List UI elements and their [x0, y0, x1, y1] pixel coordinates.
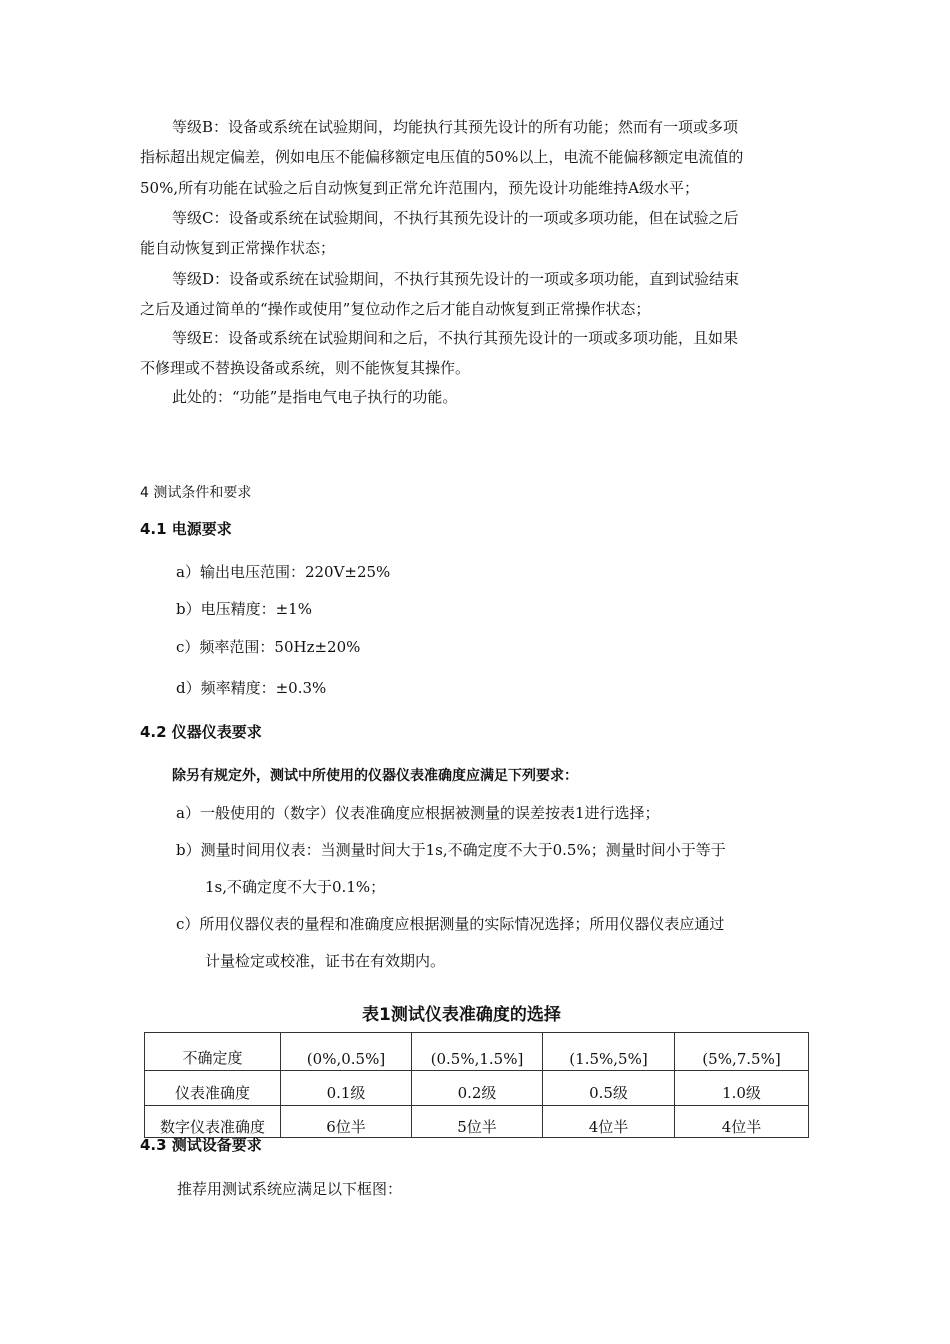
- instrument-item-b-line-1: b）测量时间用仪表：当测量时间大于1s,不确定度不大于0.5%；测量时间小于等于: [176, 841, 726, 859]
- instrument-item-b-line-2: 1s,不确定度不大于0.1%；: [205, 878, 386, 896]
- grade-b-line-2: 指标超出规定偏差，例如电压不能偏移额定电压值的50%以上，电流不能偏移额定电流值的: [140, 148, 744, 166]
- table-cell: 数字仪表准确度: [145, 1106, 281, 1138]
- power-item-b: b）电压精度：±1%: [176, 600, 312, 618]
- table-cell: (1.5%,5%]: [543, 1033, 675, 1071]
- grade-d-line-1: 等级D：设备或系统在试验期间，不执行其预先设计的一项或多项功能，直到试验结束: [172, 270, 740, 288]
- section-4-1-heading: 4.1 电源要求: [140, 520, 232, 538]
- grade-d-line-2: 之后及通过简单的“操作或使用”复位动作之后才能自动恢复到正常操作状态；: [140, 300, 651, 318]
- table-cell: 仪表准确度: [145, 1071, 281, 1106]
- table-row: [145, 1071, 809, 1106]
- instrument-accuracy-table: [144, 1032, 809, 1138]
- table-cell: 0.2级: [412, 1071, 543, 1106]
- table-cell: 4位半: [675, 1106, 809, 1138]
- test-system-text: 推荐用测试系统应满足以下框图：: [177, 1180, 403, 1198]
- table-cell: 不确定度: [145, 1033, 281, 1071]
- grade-c-line-1: 等级C：设备或系统在试验期间，不执行其预先设计的一项或多项功能，但在试验之后: [172, 209, 739, 227]
- instrument-item-a: a）一般使用的（数字）仪表准确度应根据被测量的误差按表1进行选择；: [176, 804, 660, 822]
- grade-b-line-3: 50%,所有功能在试验之后自动恢复到正常允许范围内，预先设计功能维持A级水平；: [140, 179, 699, 197]
- table-cell: 5位半: [412, 1106, 543, 1138]
- table-cell: 0.5级: [543, 1071, 675, 1106]
- section-4-heading: 4 测试条件和要求: [140, 485, 252, 501]
- table-cell: (5%,7.5%]: [675, 1033, 809, 1071]
- grade-e-line-1: 等级E：设备或系统在试验期间和之后，不执行其预先设计的一项或多项功能，且如果: [172, 329, 738, 347]
- table-cell: 0.1级: [281, 1071, 412, 1106]
- table-caption: 表1测试仪表准确度的选择: [362, 1005, 561, 1025]
- section-4-3-heading: 4.3 测试设备要求: [140, 1136, 262, 1154]
- function-note: 此处的：“功能”是指电气电子执行的功能。: [172, 388, 458, 406]
- grade-c-line-2: 能自动恢复到正常操作状态；: [140, 239, 336, 257]
- table-cell: 6位半: [281, 1106, 412, 1138]
- grade-e-line-2: 不修理或不替换设备或系统，则不能恢复其操作。: [140, 359, 471, 377]
- power-item-c: c）频率范围：50Hz±20%: [176, 638, 361, 656]
- table-cell: 4位半: [543, 1106, 675, 1138]
- instrument-item-c-line-1: c）所用仪器仪表的量程和准确度应根据测量的实际情况选择；所用仪器仪表应通过: [176, 915, 725, 933]
- table-cell: 1.0级: [675, 1071, 809, 1106]
- instrument-item-c-line-2: 计量检定或校准，证书在有效期内。: [205, 952, 446, 970]
- power-item-d: d）频率精度：±0.3%: [176, 679, 327, 697]
- table-row: [145, 1033, 809, 1071]
- table-cell: (0.5%,1.5%]: [412, 1033, 543, 1071]
- grade-b-line-1: 等级B：设备或系统在试验期间，均能执行其预先设计的所有功能；然而有一项或多项: [172, 118, 739, 136]
- section-4-2-heading: 4.2 仪器仪表要求: [140, 723, 262, 741]
- table-row: [145, 1106, 809, 1138]
- table-cell: (0%,0.5%]: [281, 1033, 412, 1071]
- power-item-a: a）输出电压范围：220V±25%: [176, 563, 391, 581]
- instrument-intro: 除另有规定外，测试中所使用的仪器仪表准确度应满足下列要求：: [172, 768, 578, 784]
